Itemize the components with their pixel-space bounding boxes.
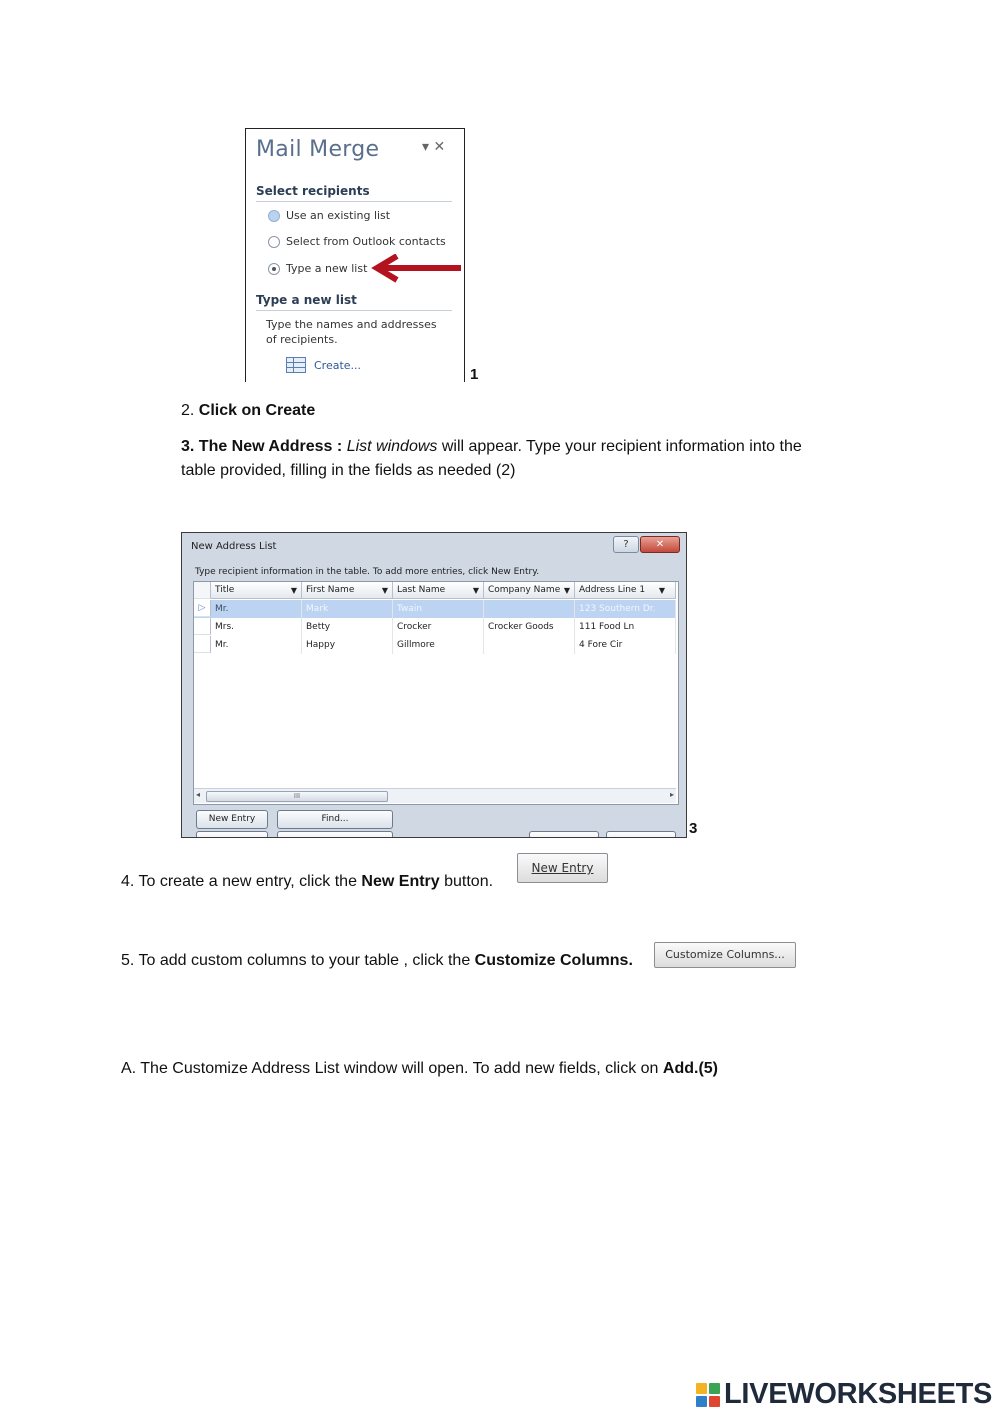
column-header-label: First Name <box>306 585 355 595</box>
table-row[interactable] <box>194 636 676 654</box>
button-label: New Entry <box>531 861 594 875</box>
column-header-label: Last Name <box>397 585 446 595</box>
dialog-button-partial[interactable] <box>196 831 268 838</box>
cell-first-name[interactable]: Betty <box>302 618 393 636</box>
dropdown-arrow-icon[interactable]: ▼ <box>563 586 570 595</box>
liveworksheets-logo <box>696 1378 992 1411</box>
scroll-left-icon[interactable]: ◂ <box>196 790 201 799</box>
step-text: A. The Customize Address List window will open. To add new fields, click on <box>121 1060 663 1077</box>
corner-header <box>194 582 211 599</box>
cell-title[interactable]: Mr. <box>211 636 302 654</box>
radio-icon[interactable] <box>268 210 280 222</box>
new-entry-button-image[interactable] <box>517 853 608 883</box>
mail-merge-title: Mail Merge <box>256 137 380 162</box>
scroll-right-icon[interactable]: ▸ <box>669 790 674 799</box>
logo-square <box>709 1383 720 1394</box>
step-text: 5. To add custom columns to your table , click the <box>121 952 475 969</box>
row-header[interactable] <box>194 636 211 653</box>
cell-company-name[interactable]: Crocker Goods <box>484 618 575 636</box>
cell-last-name[interactable]: Crocker <box>393 618 484 636</box>
row-marker-icon[interactable]: ▷ <box>194 600 211 617</box>
step-text: will appear. Type your recipient information into the <box>437 438 802 455</box>
cell-company-name[interactable] <box>484 600 575 618</box>
address-list-icon <box>286 357 306 373</box>
column-header-label: Title <box>215 585 235 595</box>
step-4 <box>121 870 493 894</box>
row-header[interactable] <box>194 618 211 635</box>
dialog-title: New Address List <box>191 541 277 552</box>
logo-square <box>696 1396 707 1407</box>
figure-number: 3 <box>689 820 698 837</box>
dropdown-arrow-icon[interactable]: ▼ <box>472 586 479 595</box>
button-label: Customize Columns... <box>665 948 785 961</box>
step-bold: Customize Columns. <box>474 952 633 969</box>
option-type-new-list[interactable] <box>268 262 367 275</box>
cell-title[interactable]: Mr. <box>211 600 302 618</box>
logo-text: LIVEWORKSHEETS <box>724 1378 993 1410</box>
customize-columns-button-image[interactable] <box>654 942 796 968</box>
logo-square <box>696 1383 707 1394</box>
figure-number: 1 <box>470 366 479 383</box>
dropdown-arrow-icon[interactable]: ▼ <box>290 586 297 595</box>
table-row[interactable] <box>194 600 676 618</box>
step-3 <box>181 435 861 483</box>
help-button[interactable]: ? <box>613 536 639 553</box>
logo-square <box>709 1396 720 1407</box>
cell-last-name[interactable]: Twain <box>393 600 484 618</box>
radio-icon[interactable] <box>268 236 280 248</box>
step-text-after: button. <box>439 873 494 890</box>
option-label: Type a new list <box>286 262 368 275</box>
cell-address-line-1[interactable]: 111 Food Ln <box>575 618 676 636</box>
section-divider <box>256 310 452 311</box>
table-row[interactable] <box>194 618 676 636</box>
step-label: Click on Create <box>198 402 316 419</box>
column-header-company-name[interactable] <box>484 582 575 599</box>
step-5 <box>121 949 633 973</box>
step-italic: List windows <box>346 438 438 455</box>
dropdown-arrow-icon[interactable]: ▼ <box>381 586 388 595</box>
cell-company-name[interactable] <box>484 636 575 654</box>
logo-grid-icon <box>696 1383 720 1407</box>
column-header-label: Company Name <box>488 585 561 595</box>
column-header-label: Address Line 1 <box>579 585 646 595</box>
scrollbar-thumb[interactable]: III <box>206 791 388 802</box>
step-label: 3. The New Address : <box>181 438 343 455</box>
dialog-button-partial[interactable] <box>277 831 393 838</box>
select-recipients-heading: Select recipients <box>256 184 370 198</box>
column-header-title[interactable] <box>211 582 302 599</box>
cell-address-line-1[interactable]: 123 Southern Dr. <box>575 600 676 618</box>
new-address-list-dialog <box>181 532 687 838</box>
step-bold: New Entry <box>361 873 440 890</box>
option-outlook-contacts[interactable] <box>268 235 446 248</box>
address-table[interactable] <box>193 581 679 805</box>
create-link[interactable] <box>286 357 361 373</box>
step-number: 2. <box>181 402 195 419</box>
step-2 <box>181 399 315 423</box>
step-bold: Add.(5) <box>662 1060 719 1077</box>
horizontal-scrollbar[interactable] <box>194 788 676 803</box>
cell-first-name[interactable]: Mark <box>302 600 393 618</box>
red-arrow-icon <box>365 254 465 284</box>
step-a <box>121 1057 718 1081</box>
column-header-last-name[interactable] <box>393 582 484 599</box>
cell-title[interactable]: Mrs. <box>211 618 302 636</box>
step-text-continued: table provided, filling in the fields as needed (2) <box>181 462 516 479</box>
cell-last-name[interactable]: Gillmore <box>393 636 484 654</box>
dropdown-arrow-icon[interactable]: ▼ <box>658 586 665 595</box>
column-header-first-name[interactable] <box>302 582 393 599</box>
type-new-list-description: Type the names and addresses of recipients. <box>266 318 437 346</box>
dialog-button-partial[interactable] <box>529 831 599 838</box>
column-header-address-line-1[interactable] <box>575 582 676 599</box>
cell-first-name[interactable]: Happy <box>302 636 393 654</box>
section-divider <box>256 201 452 202</box>
new-entry-button[interactable]: New Entry <box>196 810 268 829</box>
pane-controls-icon[interactable]: ▾ ✕ <box>422 139 446 155</box>
option-existing-list[interactable] <box>268 209 390 222</box>
radio-selected-icon[interactable] <box>268 263 280 275</box>
type-new-list-heading: Type a new list <box>256 293 357 307</box>
cell-address-line-1[interactable]: 4 Fore Cir <box>575 636 676 654</box>
find-button[interactable]: Find... <box>277 810 393 829</box>
dialog-instruction: Type recipient information in the table. To add more entries, click New Entry. <box>195 567 540 577</box>
option-label: Select from Outlook contacts <box>286 235 446 248</box>
option-label: Use an existing list <box>286 209 391 222</box>
step-text: 4. To create a new entry, click the <box>121 873 362 890</box>
dialog-button-partial[interactable] <box>606 831 676 838</box>
close-button[interactable]: ✕ <box>640 536 680 553</box>
create-link-label[interactable]: Create... <box>314 358 362 372</box>
